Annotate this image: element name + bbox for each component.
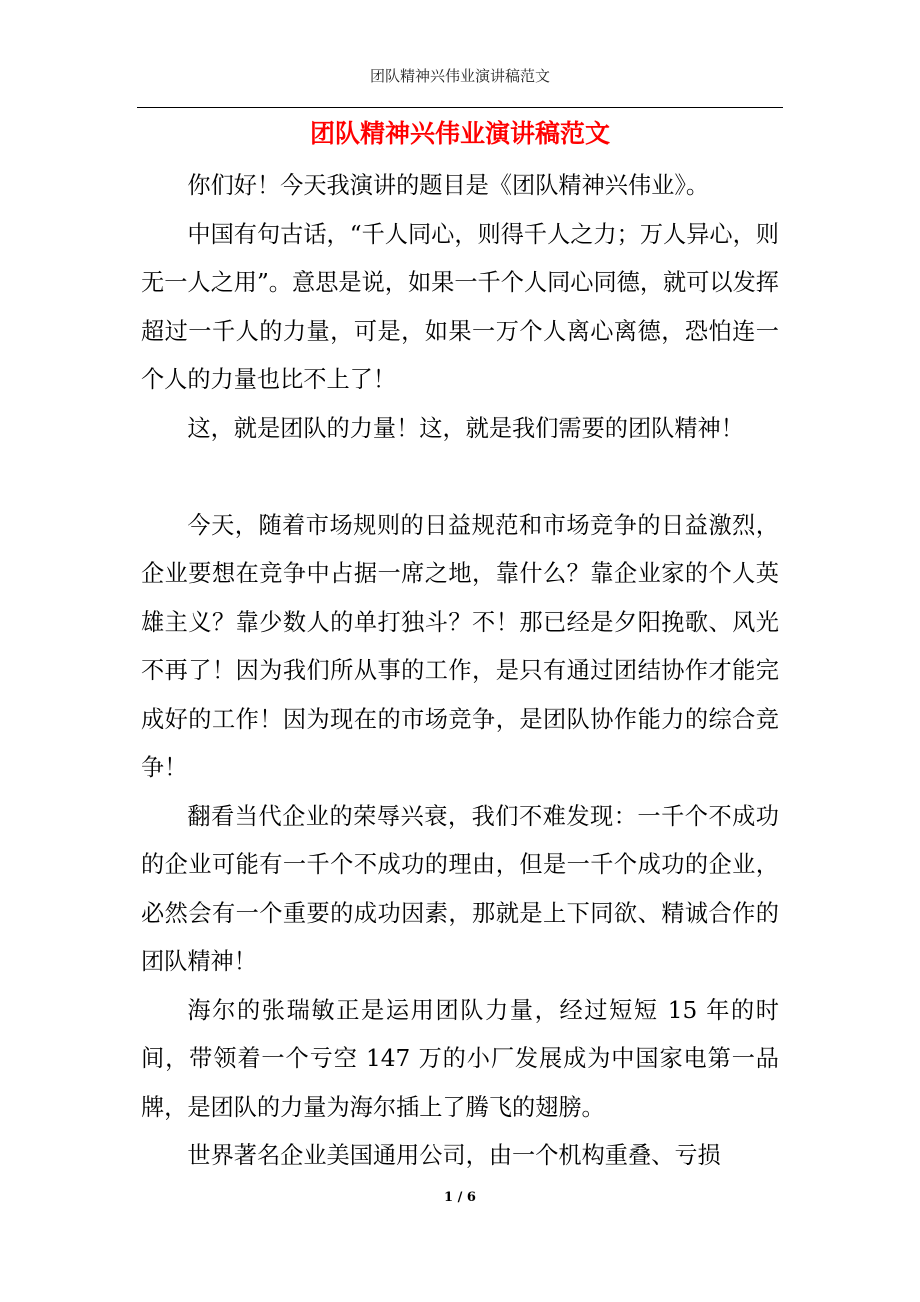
paragraph-greeting: 你们好！今天我演讲的题目是《团队精神兴伟业》。: [187, 172, 710, 199]
paragraph-haier: 海尔的张瑞敏正是运用团队力量，经过短短 15 年的时间，带领着一个亏空 147 万的小厂发展成为中国家电第一品牌，是团队的力量为海尔插上了腾飞的翅膀。: [141, 996, 779, 1121]
paragraph-team-power: 这，就是团队的力量！这，就是我们需要的团队精神！: [187, 414, 744, 442]
document-title: 团队精神兴伟业演讲稿范文: [309, 119, 610, 148]
header-divider: [137, 107, 783, 108]
paragraph-general-electric: 世界著名企业美国通用公司，由一个机构重叠、亏损: [187, 1142, 721, 1169]
paragraph-market-competition: 今天，随着市场规则的日益规范和市场竞争的日益激烈，企业要想在竞争中占据一席之地，靠什么？靠企业家的个人英雄主义？靠少数人的单打独斗？不！那已经是夕阳挽歌、风光不再了！因为我们所从事的工作，是只有通过团结协作才能完成好的工作！因为现在的市场竞争，是团队协作能力的综合竞争！: [141, 511, 779, 781]
paragraph-enterprise-success: 翻看当代企业的荣辱兴衰，我们不难发现：一千个不成功的企业可能有一千个不成功的理由，但是一千个成功的企业，必然会有一个重要的成功因素，那就是上下同欲、精诚合作的团队精神！: [141, 802, 779, 975]
page-header: 团队精神兴伟业演讲稿范文: [369, 67, 550, 85]
document-body: [141, 162, 779, 1181]
page-number: 1 / 6: [444, 1190, 476, 1205]
paragraph-proverb: 中国有句古话，“千人同心，则得千人之力；万人异心，则无一人之用”。意思是说，如果一千个人同心同德，就可以发挥超过一千人的力量，可是，如果一万个人离心离德，恐怕连一个人的力量也比不上了！: [141, 220, 779, 393]
